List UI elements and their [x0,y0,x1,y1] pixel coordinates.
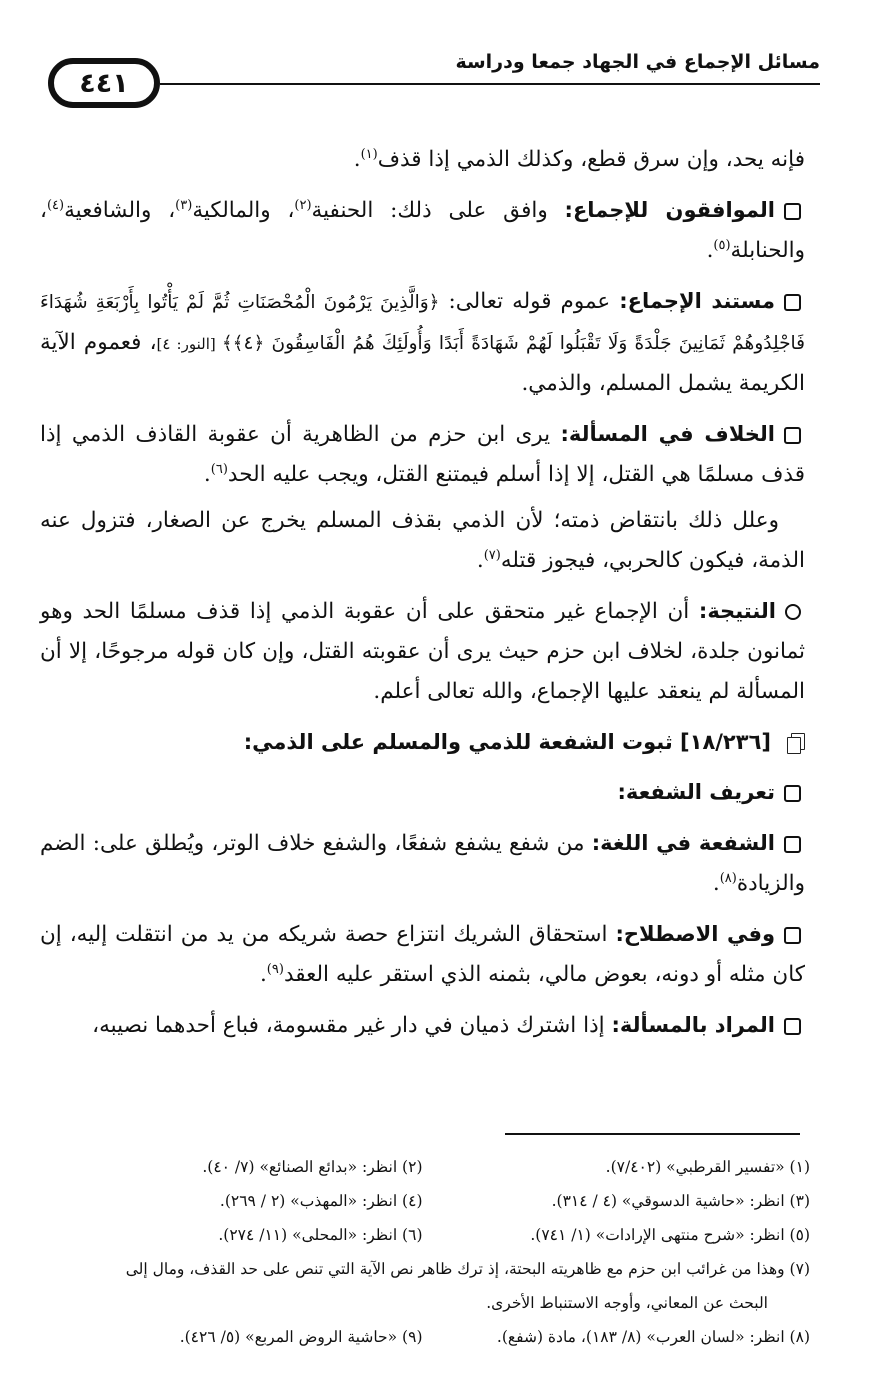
footnote-ref[interactable]: (٤) [46,198,65,213]
paragraph-intro: فإنه يحد، وإن سرق قطع، وكذلك الذمي إذا قذف$^{(١)}$. [353,147,805,172]
footnote-7-continued: البحث عن المعاني، وأوجه الاستنباط الأخرى. [486,1294,768,1312]
footnote-ref[interactable]: (٣) [175,198,193,213]
paragraph-result: النتيجة: أن الإجماع غير متحقق على أن عقوبة الذمي إذا قذف مسلمًا الحد وهو ثمانون جلدة، لخلاف ابن حزم حيث يرى أن عقوبته القتل، وإن كان قوله مرجوحًا، إلا أن المسألة لم ينعقد عليها الإجماع، والله تعالى أعلم. [40,599,805,704]
label-dispute: الخلاف في المسألة: [560,422,775,446]
footnote-ref[interactable]: (٨) [719,871,737,886]
paragraph-reasoning: وعلل ذلك بانتقاض ذمته؛ لأن الذمي بقذف المسلم يخرج عن الصغار، فتزول عنه الذمة، فيكون كالحربي، فيجوز قتله$^{(٧)}$. [40,508,805,573]
documents-icon [787,733,805,753]
square-bullet-icon [784,1018,801,1035]
footnote-2: (٢) انظر: «بدائع الصنائع» (٧/ ٤٠). [202,1158,423,1176]
footnote-ref[interactable]: (١) [360,147,378,162]
paragraph-definition-heading [40,772,805,813]
label-linguistic: الشفعة في اللغة: [591,831,776,855]
square-bullet-icon [784,427,801,444]
paragraph-linguistic: الشفعة في اللغة: من شفع يشفع شفعًا، والشفع خلاف الوتر، ويُطلق على: الضم والزيادة$^{(٨)}$. [40,831,805,896]
footnote-8: (٨) انظر: «لسان العرب» (٨/ ١٨٣)، مادة (شفع). [496,1328,810,1346]
footnote-5: (٥) انظر: «شرح منتهى الإرادات» (١/ ٧٤١). [530,1226,810,1244]
footnote-row [35,1218,810,1252]
footnote-ref[interactable]: (٧) [483,548,501,563]
circle-bullet-icon [785,604,801,620]
footnote-row [35,1320,810,1354]
quran-verse: ﴿وَالَّذِينَ يَرْمُونَ الْمُحْصَنَاتِ ثُمَّ لَمْ يَأْتُوا بِأَرْبَعَةِ شُهَدَاءَ فَاجْلِدُوهُمْ ثَمَانِينَ جَلْدَةً وَلَا تَقْبَلُوا لَهُمْ شَهَادَةً أَبَدًا وَأُولَئِكَ هُمُ الْفَاسِقُونَ ﴿٤﴾﴾ [40,292,805,354]
footnotes [35,1150,810,1354]
footnote-3: (٣) انظر: «حاشية الدسوقي» (٤ / ٣١٤). [551,1192,810,1210]
square-bullet-icon [784,836,801,853]
paragraph-dispute: الخلاف في المسألة: يرى ابن حزم من الظاهرية أن عقوبة القاذف الذمي إذا قذف مسلمًا هي القتل، إلا إذا أسلم فيمتنع القتل، ويجب عليه الحد$^{(٦)}$. [40,422,805,487]
footnote-1: (١) «تفسير القرطبي» (٧/٤٠٢). [605,1158,810,1176]
running-title: مسائل الإجماع في الجهاد جمعا ودراسة [455,51,820,73]
label-evidence: مستند الإجماع: [619,289,775,313]
main-text [40,140,805,1056]
paragraph-intended: المراد بالمسألة: إذا اشترك ذميان في دار غير مقسومة، فباع أحدهما نصيبه، [40,1005,805,1046]
square-bullet-icon [784,294,801,311]
footnote-row [35,1184,810,1218]
paragraph-evidence: مستند الإجماع: عموم قوله تعالى: ﴿وَالَّذِينَ يَرْمُونَ الْمُحْصَنَاتِ ثُمَّ لَمْ يَأْتُوا بِأَرْبَعَةِ شُهَدَاءَ فَاجْلِدُوهُمْ ثَمَانِينَ جَلْدَةً وَلَا تَقْبَلُوا لَهُمْ شَهَادَةً أَبَدًا وَأُولَئِكَ هُمُ الْفَاسِقُونَ ﴿٤﴾﴾ [النور: ٤]، فعموم الآية الكريمة يشمل المسلم، والذمي. [40,289,805,396]
footnote-6: (٦) انظر: «المحلى» (١١/ ٢٧٤). [218,1226,423,1244]
footnote-ref[interactable]: (٩) [266,962,284,977]
label-technical: وفي الاصطلاح: [615,922,775,946]
section-heading: [١٨/٢٣٦] ثبوت الشفعة للذمي والمسلم على الذمي: [40,722,805,762]
footnote-ref[interactable]: (٢) [294,198,312,213]
paragraph-agreeing: الموافقون للإجماع: وافق على ذلك: الحنفية$^{(٢)}$، والمالكية$^{(٣)}$، والشافعية$^{(٤)}$، والحنابلة$^{(٥)}$. [40,198,805,263]
paragraph-technical: وفي الاصطلاح: استحقاق الشريك انتزاع حصة شريكه من يد من انتقلت إليه، إن كان مثله أو دونه، بعوض مالي، بثمنه الذي استقر عليه العقد$^{(٩)}$. [40,922,805,987]
footnote-7: (٧) وهذا من غرائب ابن حزم مع ظاهريته البحتة، إذ ترك ظاهر نص الآية التي تنص على حد القذف، ومال إلى [125,1260,810,1278]
footnote-ref[interactable]: (٦) [210,462,228,477]
footnote-row [35,1150,810,1184]
label-definition: تعريف الشفعة: [617,780,775,804]
square-bullet-icon [784,203,801,220]
footnote-9: (٩) «حاشية الروض المربع» (٥/ ٤٢٦). [179,1328,423,1346]
square-bullet-icon [784,785,801,802]
page-number: ٤٤١ [48,58,160,108]
footnote-4: (٤) انظر: «المهذب» (٢ / ٢٦٩). [219,1192,423,1210]
header-rule [160,83,820,85]
footnote-ref[interactable]: (٥) [713,238,731,253]
square-bullet-icon [784,927,801,944]
footnote-separator [505,1133,800,1135]
label-agreeing: الموافقون للإجماع: [564,198,775,222]
verse-reference: [النور: ٤] [156,335,222,353]
page-header [30,38,820,108]
label-intended: المراد بالمسألة: [611,1013,775,1037]
label-result: النتيجة: [698,599,776,623]
